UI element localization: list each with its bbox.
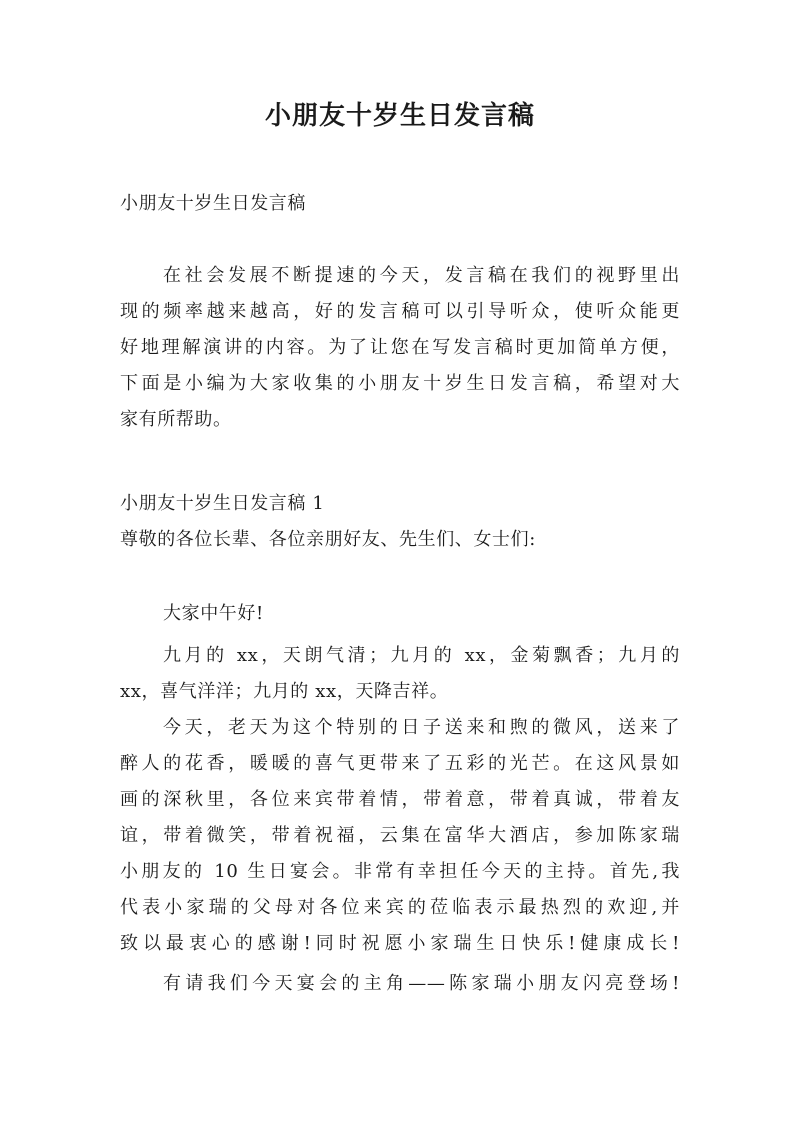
paragraph-line: 有请我们今天宴会的主角——陈家瑞小朋友闪亮登场! [163, 973, 680, 994]
paragraph-line: 致以最衷心的感谢!同时祝愿小家瑞生日快乐!健康成长! [120, 933, 680, 954]
document-subtitle: 小朋友十岁生日发言稿 [120, 193, 306, 214]
paragraph-line: 下面是小编为大家收集的小朋友十岁生日发言稿，希望对大 [120, 373, 680, 394]
document-title: 小朋友十岁生日发言稿 [264, 101, 535, 131]
paragraph-line: 代表小家瑞的父母对各位来宾的莅临表示最热烈的欢迎,并 [120, 897, 680, 918]
paragraph-line: 家有所帮助。 [120, 409, 232, 430]
paragraph-line: xx，喜气洋洋；九月的 xx，天降吉祥。 [120, 681, 449, 702]
paragraph-line: 醉人的花香，暖暖的喜气更带来了五彩的光芒。在这风景如 [120, 753, 680, 774]
paragraph-line: 今天，老天为这个特别的日子送来和煦的微风，送来了 [163, 717, 680, 738]
paragraph-line: 在社会发展不断提速的今天，发言稿在我们的视野里出 [163, 265, 680, 286]
paragraph-line: 小朋友的 10 生日宴会。非常有幸担任今天的主持。首先,我 [120, 861, 680, 882]
paragraph-line: 九月的 xx，天朗气清；九月的 xx，金菊飘香；九月的 [163, 645, 680, 666]
paragraph-line: 谊，带着微笑，带着祝福，云集在富华大酒店，参加陈家瑞 [120, 825, 680, 846]
paragraph-line: 现的频率越来越高，好的发言稿可以引导听众，使听众能更 [120, 301, 680, 322]
section-heading: 小朋友十岁生日发言稿 1 [120, 493, 325, 514]
salutation: 尊敬的各位长辈、各位亲朋好友、先生们、女士们: [120, 529, 536, 550]
greeting: 大家中午好! [163, 603, 264, 624]
paragraph-line: 画的深秋里，各位来宾带着情，带着意，带着真诚，带着友 [120, 789, 680, 810]
paragraph-line: 好地理解演讲的内容。为了让您在写发言稿时更加简单方便， [120, 337, 680, 358]
